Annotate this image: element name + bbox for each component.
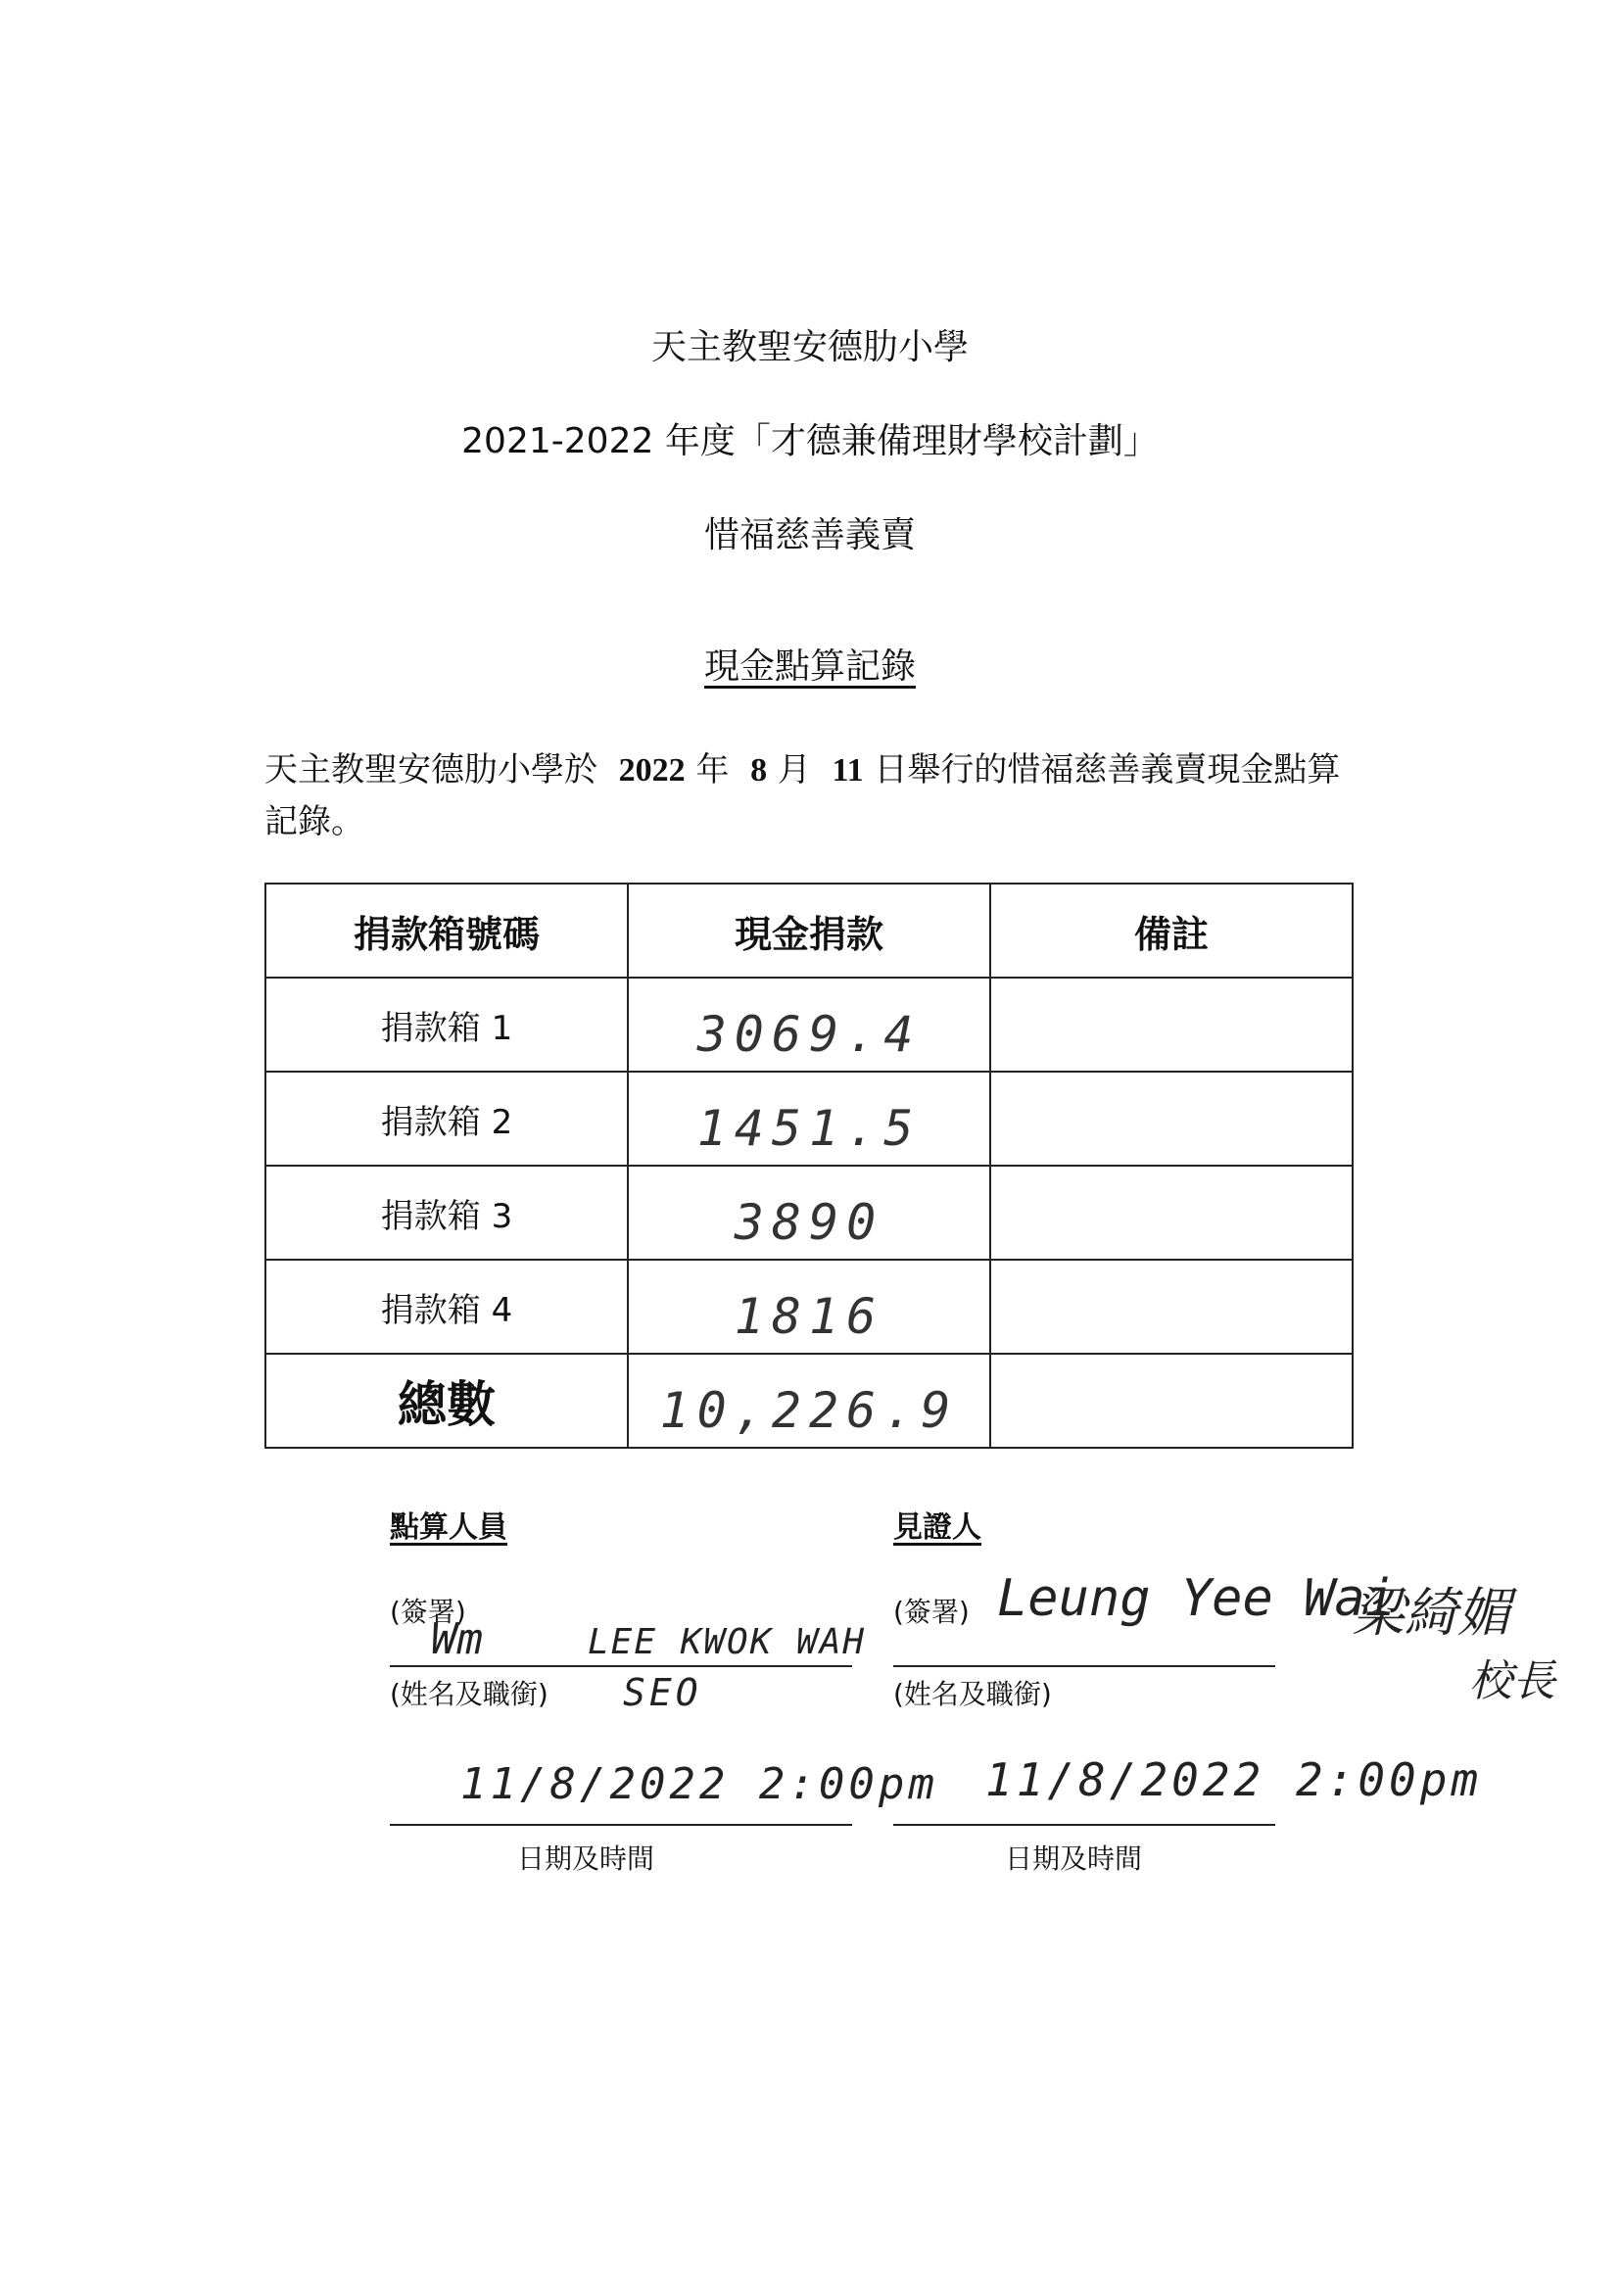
plan-title: 2021-2022 年度「才德兼備理財學校計劃」: [461, 421, 1159, 461]
counter-datetime: 11/8/2022 2:00pm: [460, 1759, 938, 1809]
header-box-number: 捐款箱號碼: [265, 884, 628, 978]
intro-year-unit: 年: [695, 750, 730, 789]
remark-cell: [990, 1072, 1353, 1166]
header-remarks: 備註: [990, 884, 1353, 978]
counter-heading: 點算人員: [390, 1510, 507, 1545]
header-cash-donation: 現金捐款: [628, 884, 990, 978]
counter-name-label: (姓名及職銜): [390, 1678, 548, 1710]
intro-paragraph: [264, 744, 1361, 847]
event-title: 惜福慈善義賣: [703, 515, 916, 555]
amount-value: 1451.5: [696, 1100, 922, 1157]
amount-value: 1816: [734, 1288, 884, 1345]
record-title: [0, 639, 1620, 689]
witness-sign-label: (簽署): [893, 1596, 970, 1628]
witness-name: 梁綺媚: [1352, 1582, 1510, 1644]
remark-cell: [990, 1166, 1353, 1260]
intro-day: 11: [832, 752, 864, 789]
remark-cell: [990, 1260, 1353, 1354]
total-label: 總數: [265, 1354, 628, 1448]
school-name: 天主教聖安德肋小學: [650, 327, 969, 367]
amount-cell: [628, 1166, 990, 1260]
counter-sign-label: (簽署): [390, 1596, 466, 1628]
counter-title: SEO: [623, 1671, 702, 1714]
witness-date-label: 日期及時間: [1005, 1842, 1143, 1875]
box-label: 捐款箱 1: [265, 978, 628, 1072]
amount-value: 3890: [734, 1194, 884, 1251]
cash-count-table: [264, 883, 1354, 1449]
total-amount-cell: [628, 1354, 990, 1448]
record-title-text: 現金點算記錄: [703, 646, 916, 687]
table-header-row: [265, 884, 1353, 978]
counter-name-line: [390, 1665, 852, 1667]
witness-datetime: 11/8/2022 2:00pm: [985, 1753, 1483, 1806]
witness-heading: 見證人: [893, 1510, 981, 1545]
remark-cell: [990, 978, 1353, 1072]
intro-suffix: 日舉行的惜福慈善義賣現金點算記錄。: [264, 750, 1341, 841]
table-row: [265, 978, 1353, 1072]
witness-signature: Leung Yee Wai: [997, 1569, 1396, 1628]
counter-name: LEE KWOK WAH: [588, 1622, 867, 1662]
witness-title: 校長: [1469, 1656, 1555, 1706]
amount-cell: [628, 978, 990, 1072]
box-label: 捐款箱 2: [265, 1072, 628, 1166]
counter-date-label: 日期及時間: [517, 1842, 655, 1875]
intro-month-unit: 月: [777, 750, 811, 789]
counter-signature: Wm: [431, 1614, 483, 1664]
table-row: [265, 1072, 1353, 1166]
intro-month: 8: [750, 752, 768, 789]
witness-name-label: (姓名及職銜): [893, 1678, 1052, 1710]
table-row: [265, 1260, 1353, 1354]
intro-prefix: 天主教聖安德肋小學於: [264, 750, 597, 789]
table-total-row: [265, 1354, 1353, 1448]
witness-date-line: [893, 1824, 1275, 1826]
counter-date-line: [390, 1824, 852, 1826]
table-row: [265, 1166, 1353, 1260]
amount-cell: [628, 1260, 990, 1354]
total-amount: 10,226.9: [659, 1382, 959, 1439]
amount-value: 3069.4: [696, 1006, 922, 1063]
intro-year: 2022: [618, 752, 686, 789]
box-label: 捐款箱 3: [265, 1166, 628, 1260]
amount-cell: [628, 1072, 990, 1166]
total-remark-cell: [990, 1354, 1353, 1448]
box-label: 捐款箱 4: [265, 1260, 628, 1354]
witness-name-line: [893, 1665, 1275, 1667]
